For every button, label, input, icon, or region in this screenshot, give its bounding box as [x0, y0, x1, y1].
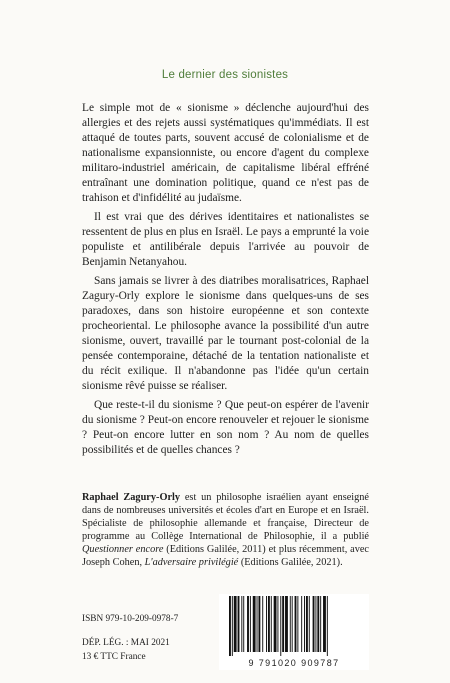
barcode-bar	[274, 596, 277, 652]
barcode-bar	[277, 596, 278, 652]
barcode-bar	[271, 596, 272, 652]
barcode-bar	[317, 596, 319, 652]
blurb-paragraph: Sans jamais se livrer à des diatribes moralisatrices, Raphael Zagury-Orly explore le sionisme dans quelques-uns de ses paradoxes, dans son histoire européenne et son contexte procheoriental. Le philosophe avance la possibilité d'un autre sionisme, ouvert, travaillé par le tournant post-colonial de la pensée contemporaine, détaché de la tentation nationaliste et du récit exilique. Il n'abandonne pas l'idée qu'un certain sionisme rêvé puisse se réaliser.	[82, 275, 369, 392]
bio-text: est un philosophe israélien ayant enseigné dans de nombreuses universités et écoles d'art en Europe et en Israël. Spécialiste de philosophie allemande et française, Directeur de programme au Collège International de Philosophie, il a publié	[82, 492, 369, 542]
barcode-bar	[266, 596, 267, 652]
page-title: Le dernier des sionistes	[161, 69, 289, 81]
barcode-bar	[250, 596, 251, 652]
barcode-bar	[258, 596, 260, 652]
isbn: ISBN 979-10-209-0978-7	[82, 614, 179, 624]
book-title: L'adversaire privilégié	[144, 557, 239, 568]
barcode-bar	[292, 596, 293, 652]
barcode-bar	[301, 596, 302, 652]
bio-text: (Editions Galilée, 2011) et plus récemment, avec Joseph Cohen,	[82, 544, 369, 568]
barcode-bar	[280, 596, 281, 656]
blurb-paragraph: Le simple mot de « sionisme » déclenche aujourd'hui des allergies et des rejets aussi systématiques qu'immédiats. Il est attaqué de toutes parts, souvent accusé de colonialisme et de nationalisme expansionniste, ou encore d'agent du complexe militaro-industriel américain, de capitalisme libéral effréné entraînant une domination politique, quand ce n'est pas de trahison et d'infidélité au judaïsme.	[82, 102, 369, 204]
barcode-bar	[257, 596, 258, 652]
publication-info	[82, 612, 178, 664]
barcode-bar	[253, 596, 256, 652]
barcode-bar	[268, 596, 270, 652]
barcode-bar	[247, 596, 249, 652]
barcode-bar	[282, 596, 284, 652]
barcode-bar	[234, 596, 237, 652]
barcode-bar	[285, 596, 288, 652]
barcode-bar	[304, 596, 305, 652]
barcode-bar	[243, 596, 244, 652]
price: 13 € TTC France	[82, 652, 146, 662]
barcode-bar	[229, 596, 231, 656]
barcode-bars	[227, 596, 361, 656]
barcode-bar	[297, 596, 298, 652]
book-title: Questionner encore	[82, 544, 164, 555]
blurb-paragraph: Que reste-t-il du sionisme ? Que peut-on espérer de l'avenir du sionisme ? Peut-on encore renouveler et rejouer le sionisme ? Peut-on encore lutter en son nom ? Au nom de quelles possibilités et de quelles chances ?	[82, 399, 369, 456]
barcode-digits: 9 791020 909787	[248, 658, 340, 668]
barcode-bar	[238, 596, 240, 652]
barcode-bar	[232, 596, 233, 656]
author-bio	[82, 491, 369, 569]
barcode-bar	[262, 596, 263, 652]
barcode-bar	[295, 596, 297, 652]
barcode-bar	[313, 596, 315, 652]
barcode-bar	[323, 596, 326, 652]
author-name: Raphael Zagury-Orly	[82, 492, 181, 503]
barcode-bar	[320, 596, 321, 652]
blurb	[82, 101, 369, 462]
barcode-bar	[241, 596, 242, 652]
barcode-bar	[315, 596, 316, 652]
barcode-bar	[290, 596, 291, 652]
bio-text: (Editions Galilée, 2021).	[238, 557, 343, 568]
legal-deposit: DÉP. LÉG. : MAI 2021	[82, 638, 170, 648]
barcode-bar	[327, 596, 328, 656]
barcode-bar	[306, 596, 308, 652]
barcode	[219, 594, 369, 670]
barcode-bar	[309, 596, 310, 652]
blurb-paragraph: Il est vrai que des dérives identitaires et nationalistes se ressentent de plus en plus en Israël. Le pays a emprunté la voie populiste et antilibérale depuis l'arrivée au pouvoir de Benjamin Netanyahou.	[82, 211, 369, 268]
